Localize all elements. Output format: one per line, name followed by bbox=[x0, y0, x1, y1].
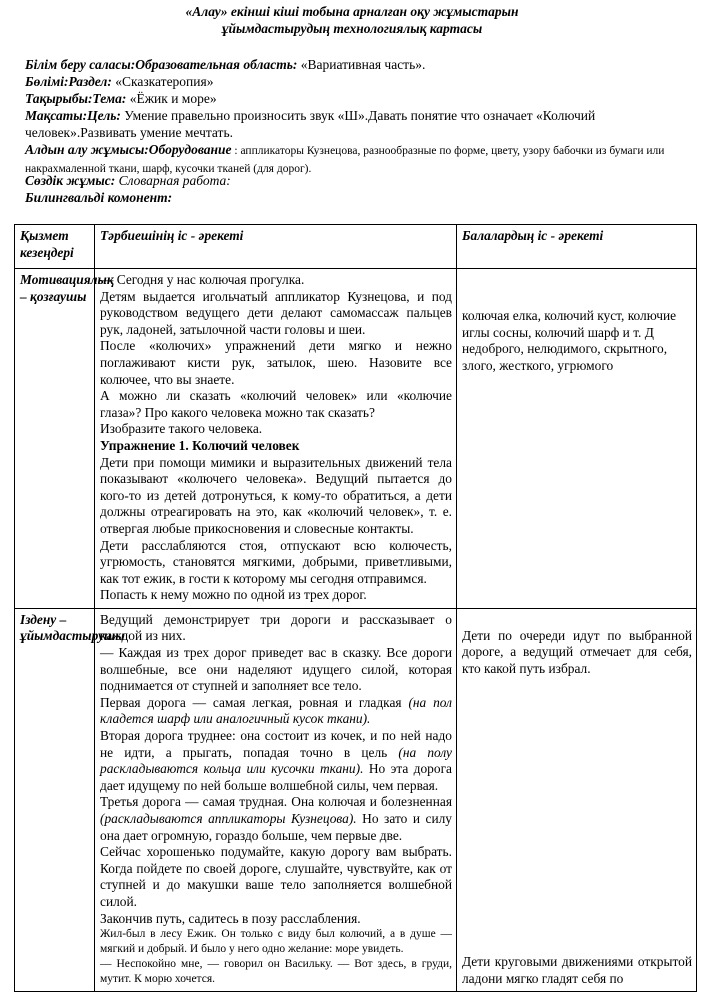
row1-teacher-p2: Детям выдается игольчатый аппликатор Кузнецова, и под руководством ведущего дети делают самомассаж пальцев рук, ладоней, затылочной части головы и шеи. bbox=[100, 288, 452, 337]
row2-children-p1: Дети по очереди идут по выбранной дороге, а ведущий отмечает для себя, кто какой путь избрал. bbox=[462, 627, 692, 677]
goal-label: Мақсаты:Цель: bbox=[25, 108, 121, 123]
technology-map-table bbox=[14, 224, 697, 992]
road1-text: Первая дорога — самая легкая, ровная и гладкая bbox=[100, 694, 409, 710]
area-value: «Вариативная часть». bbox=[297, 57, 426, 72]
exercise-title: Упражнение 1. Колючий человек bbox=[100, 437, 300, 453]
row1-children-p2: недоброго, нелюдимого, скрытного, злого, жесткого, угрюмого bbox=[462, 341, 668, 373]
goal-value: Умение правельно произносить звук «Ш».Давать понятие что означает «Колючий человек».Развивать умение мечтать. bbox=[25, 108, 596, 140]
bilingual-label: Билингвальді комонент: bbox=[25, 190, 173, 205]
vocabulary-line bbox=[25, 172, 685, 189]
header-stage: Қызмет кезеңдері bbox=[15, 225, 95, 269]
road3-text-end: Но зато и силу она дает огромную, гораздо больше, чем первые две. bbox=[100, 811, 452, 843]
story-p1: Жил-был в лесу Ежик. Он только с виду был колючий, а в душе — мягкий и добрый. И было у него одно желание: море увидеть. bbox=[100, 928, 452, 956]
table-header-row bbox=[15, 225, 697, 269]
row1-teacher-p3: После «колючих» упражнений дети мягко и нежно поглаживают кисти рук, затылок, шею. Назовите все колючее, что вы знаете. bbox=[100, 338, 452, 387]
row2-teacher-p5 bbox=[100, 794, 452, 844]
row1-teacher-p6: Дети при помощи мимики и выразительных движений тела показывают «колючего человека». Ведущий пытается до кого-то из детей дотронуться, к кому-то обратиться, а дети должны отреагировать на это, как «колючий человек», т. е. отвергая любые прикосновения и словесные контакты. bbox=[100, 454, 452, 536]
row2-teacher-p2: — Каждая из трех дорог приведет вас в сказку. Все дороги волшебные, все они наделяют идущего силой, которая поднимается от ступней и заполняет все тело. bbox=[100, 645, 452, 694]
row2-children-p2: Дети круговыми движениями открытой ладони мягко гладят себя по bbox=[462, 953, 692, 986]
row1-teacher-p7: Дети расслабляются стоя, отпускают всю колючесть, угрюмость, становятся мягкими, добрыми, приветливыми, как тот ежик, в гости к которому мы сегодня отправимся. bbox=[100, 537, 452, 586]
row2-teacher-p1: Ведущий демонстрирует три дороги и рассказывает о каждой из них. bbox=[100, 611, 452, 644]
equipment-value: : аппликаторы Кузнецова, разнообразные по форме, цвету, узору бабочки из бумаги или накрахмаленной ткани, шарф, кусочки тканей (для дорог). bbox=[25, 145, 665, 175]
row2-teacher-p3 bbox=[100, 695, 452, 728]
row2-teacher-p6: Сейчас хорошенько подумайте, какую дорогу вам выбрать. Когда пойдете по своей дороге, слушайте, чувствуйте, как от ступней и до макушки ваше тело заполняется волшебной силой. bbox=[100, 844, 452, 909]
table-row bbox=[15, 269, 697, 609]
road1-note: (на пол кладется шарф или аналогичный кусок ткани). bbox=[100, 694, 452, 727]
vocabulary-value: Словарная работа: bbox=[115, 173, 231, 188]
row2-children-cell bbox=[457, 608, 697, 991]
topic-value: «Ёжик и море» bbox=[126, 91, 217, 106]
section-label: Бөлімі:Раздел: bbox=[25, 74, 112, 89]
equipment-label: Алдын алу жұмысы:Оборудование bbox=[25, 142, 232, 157]
topic-line bbox=[25, 90, 685, 107]
row1-teacher-p8: Попасть к нему можно по одной из трех дорог. bbox=[100, 587, 367, 603]
row1-teacher-cell bbox=[95, 269, 457, 609]
row1-stage: Мотивациялық – қозғаушы bbox=[15, 269, 95, 609]
row1-children-cell bbox=[457, 269, 697, 609]
bilingual-line bbox=[25, 189, 685, 206]
road3-text: Третья дорога — самая трудная. Она колючая и болезненная bbox=[100, 794, 452, 810]
road2-note: (на полу раскладываются кольца или кусочки ткани). bbox=[100, 744, 452, 777]
section-line bbox=[25, 73, 685, 90]
row1-teacher-p1: — Сегодня у нас колючая прогулка. bbox=[100, 272, 305, 287]
table-row bbox=[15, 608, 697, 991]
row2-teacher-p7: Закончив путь, садитесь в позу расслабления. bbox=[100, 910, 361, 926]
area-line bbox=[25, 56, 685, 73]
vocabulary-label: Сөздік жұмыс: bbox=[25, 173, 116, 188]
document-title-line2: ұйымдастырудың технологиялық картасы bbox=[221, 21, 483, 36]
topic-label: Тақырыбы:Тема: bbox=[25, 91, 127, 106]
document-title-line1: «Алау» екінші кіші тобына арналған оқу жұмыстарын bbox=[185, 4, 519, 19]
row1-teacher-p4: А можно ли сказать «колючий человек» или «колючие глаза»? Про какого человека можно так сказать? bbox=[100, 388, 452, 420]
header-children: Балалардың іс - әрекеті bbox=[457, 225, 697, 269]
row1-children-p1: колючая елка, колючий куст, колючие иглы сосны, колючий шарф и т. Д bbox=[462, 308, 677, 340]
section-value: «Сказкатеропия» bbox=[111, 74, 214, 89]
header-teacher: Тәрбиешінің іс - әрекеті bbox=[95, 225, 457, 269]
story-p2: — Неспокойно мне, — говорил он Васильку. — Вот здесь, в груди, мутит. К морю хочется. bbox=[100, 958, 452, 986]
area-label: Білім беру саласы:Образовательная область: bbox=[25, 57, 298, 72]
road2-text-end: Но эта дорога дает идущему по ней больше волшебной силы, чем первая. bbox=[100, 761, 453, 793]
row2-stage: Іздену – ұйымдастырушы bbox=[15, 608, 95, 991]
goal-line bbox=[25, 107, 685, 141]
row2-teacher-p4 bbox=[100, 728, 452, 794]
row2-teacher-cell bbox=[95, 608, 457, 991]
row1-teacher-p5: Изобразите такого человека. bbox=[100, 421, 263, 437]
road3-note: (раскладываются аппликаторы Кузнецова). bbox=[100, 811, 357, 826]
road2-text: Вторая дорога труднее: она состоит из кочек, и по ней надо не идти, а прыгать, попадая точно в цель bbox=[100, 728, 452, 760]
